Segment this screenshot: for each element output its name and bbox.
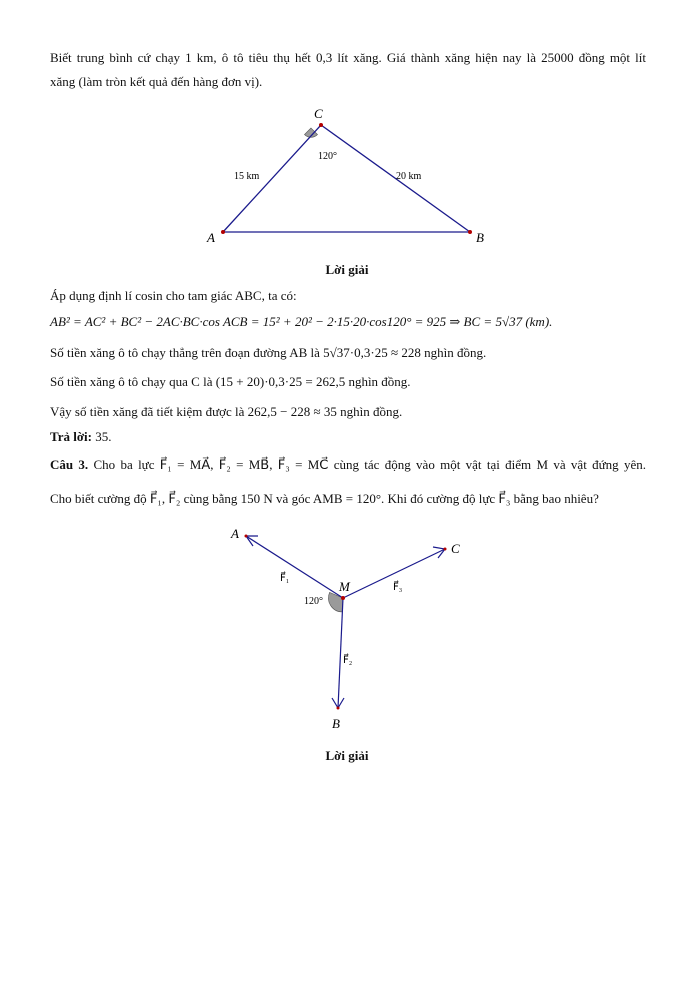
cosine-formula: AB² = AC² + BC² − 2AC·BC·cos ACB = 15² + 20² − 2·15·20·cos120° = 925 ⇒ BC = 5√37 (km). bbox=[50, 314, 553, 329]
point-b bbox=[468, 230, 472, 234]
question-3-line-2: Cho biết cường độ F⃗₁, F⃗₂ cùng bằng 150 N và góc AMB = 120°. Khi đó cường độ lực F⃗₃ bằng bao nhiêu? bbox=[50, 491, 599, 506]
point-a-end bbox=[245, 535, 248, 538]
solution-heading-1: Lời giải bbox=[325, 262, 369, 277]
solution-heading-2: Lời giải bbox=[325, 748, 369, 763]
question-3-line-1 bbox=[50, 456, 646, 474]
answer-label: Trả lời: bbox=[50, 429, 92, 444]
label-point-a: A bbox=[231, 526, 239, 541]
point-b-end bbox=[337, 707, 340, 710]
label-b: B bbox=[476, 230, 484, 245]
force-diagram bbox=[225, 520, 475, 735]
label-point-b: B bbox=[332, 716, 340, 731]
force-1-label: F⃗₁ bbox=[280, 573, 290, 584]
problem-intro-line-1: Biết trung bình cứ chạy 1 km, ô tô tiêu thụ hết 0,3 lít xăng. Giá thành xăng hiện nay là 25000 đồng một lít bbox=[50, 50, 646, 65]
vector-ma bbox=[246, 536, 343, 598]
question-3-label: Câu 3. bbox=[50, 457, 89, 472]
solution-step-1: Áp dụng định lí cosin cho tam giác ABC, ta có: bbox=[50, 288, 297, 303]
angle-label: 120° bbox=[318, 151, 337, 162]
side-ac-label: 15 km bbox=[234, 171, 260, 182]
problem-intro-line-2: xăng (làm tròn kết quả đến hàng đơn vị). bbox=[50, 74, 263, 89]
point-c-end bbox=[444, 548, 447, 551]
solution-step-4: Vậy số tiền xăng đã tiết kiệm được là 262,5 − 228 ≈ 35 nghìn đồng. bbox=[50, 404, 403, 419]
answer-line bbox=[50, 428, 646, 446]
point-a bbox=[221, 230, 225, 234]
label-c: C bbox=[314, 106, 323, 121]
label-point-m: M bbox=[339, 579, 350, 594]
point-c bbox=[319, 123, 323, 127]
question-3-text-1: Cho ba lực F⃗₁ = MA⃗, F⃗₂ = MB⃗, F⃗₃ = MC⃗ cùng tác động vào một vật tại điểm M và vật đứng yên. bbox=[93, 457, 646, 472]
force-3-label: F⃗₃ bbox=[393, 582, 403, 593]
force-2-label: F⃗₂ bbox=[343, 655, 353, 666]
label-point-c: C bbox=[451, 541, 460, 556]
vector-mb bbox=[338, 598, 343, 708]
point-m bbox=[341, 596, 345, 600]
solution-step-2: Số tiền xăng ô tô chạy thẳng trên đoạn đường AB là 5√37·0,3·25 ≈ 228 nghìn đồng. bbox=[50, 345, 487, 360]
side-bc-label: 20 km bbox=[396, 171, 422, 182]
triangle-figure bbox=[190, 100, 510, 250]
answer-value: 35. bbox=[95, 429, 112, 444]
angle-amb-arc bbox=[328, 592, 343, 612]
solution-step-3: Số tiền xăng ô tô chạy qua C là (15 + 20)·0,3·25 = 262,5 nghìn đồng. bbox=[50, 374, 411, 389]
angle-amb-label: 120° bbox=[304, 596, 323, 607]
label-a: A bbox=[207, 230, 215, 245]
